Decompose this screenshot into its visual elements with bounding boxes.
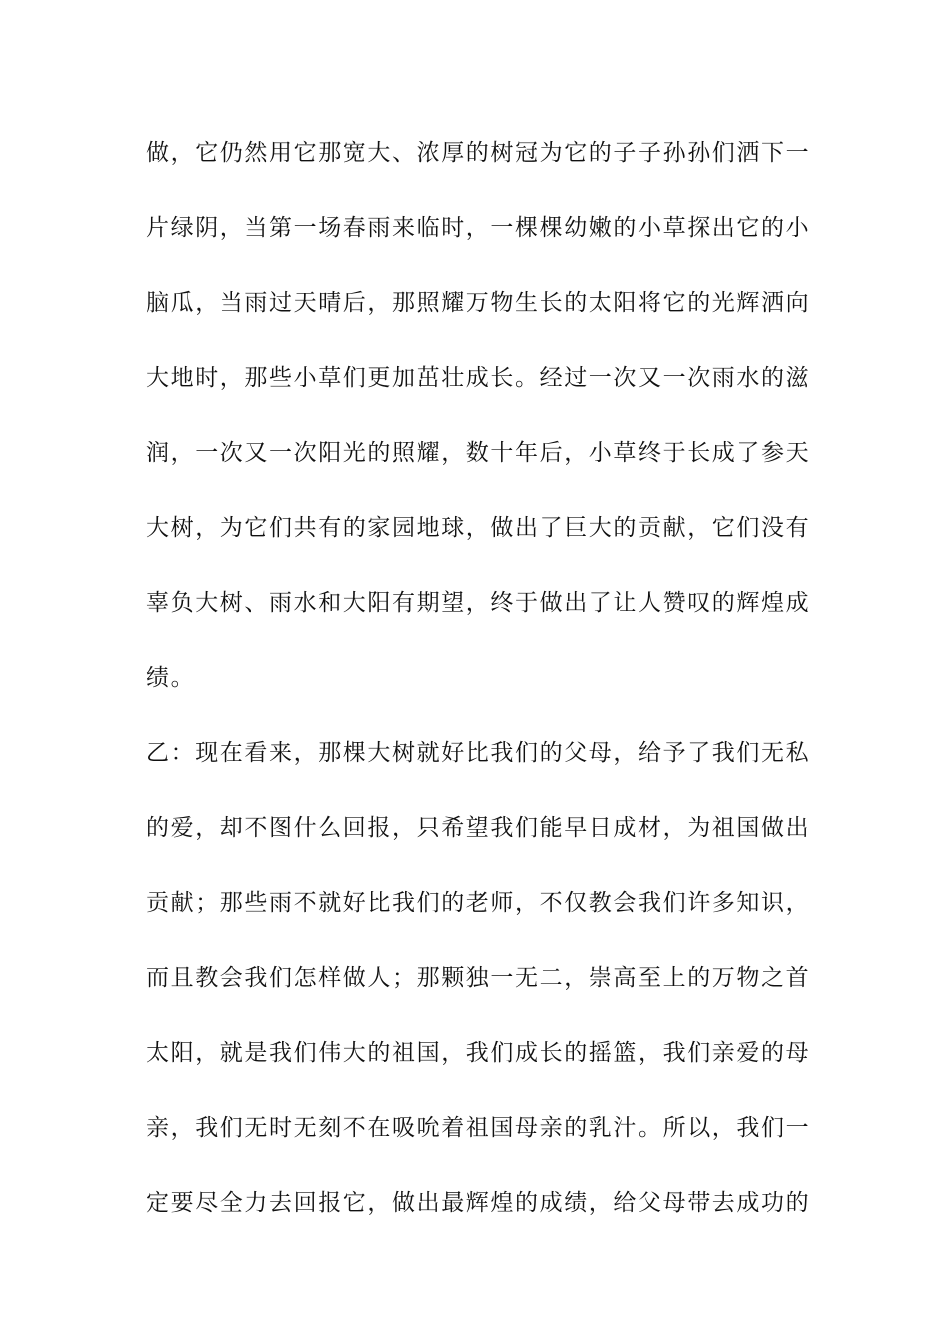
text-line-1: 做，它仍然用它那宽大、浓厚的树冠为它的子子孙孙们洒下一: [146, 140, 811, 166]
text-line-4: 大地时，那些小草们更加茁壮成长。经过一次又一次雨水的滋: [146, 365, 811, 391]
text-line-7: 辜负大树、雨水和大阳有期望，终于做出了让人赞叹的辉煌成: [146, 590, 811, 616]
text-line-12: 而且教会我们怎样做人；那颗独一无二，崇高至上的万物之首: [146, 965, 811, 991]
text-line-5: 润，一次又一次阳光的照耀，数十年后，小草终于长成了参天: [146, 440, 811, 466]
text-line-10: 的爱，却不图什么回报，只希望我们能早日成材，为祖国做出: [146, 815, 811, 841]
text-line-3: 脑瓜，当雨过天晴后，那照耀万物生长的太阳将它的光辉洒向: [146, 290, 811, 316]
body-text: [146, 124, 811, 1249]
text-line-2: 片绿阴，当第一场春雨来临时，一棵棵幼嫩的小草探出它的小: [146, 215, 811, 241]
text-line-14: 亲，我们无时无刻不在吸吮着祖国母亲的乳汁。所以，我们一: [146, 1115, 811, 1141]
text-line-11: 贡献；那些雨不就好比我们的老师，不仅教会我们许多知识，: [146, 890, 811, 916]
text-line-8: 绩。: [146, 665, 196, 691]
text-line-15: 定要尽全力去回报它，做出最辉煌的成绩，给父母带去成功的: [146, 1190, 811, 1216]
text-line-6: 大树，为它们共有的家园地球，做出了巨大的贡献，它们没有: [146, 515, 811, 541]
text-line-13: 太阳，就是我们伟大的祖国，我们成长的摇篮，我们亲爱的母: [146, 1040, 811, 1066]
text-line-9: 乙：现在看来，那棵大树就好比我们的父母，给予了我们无私: [146, 740, 811, 766]
